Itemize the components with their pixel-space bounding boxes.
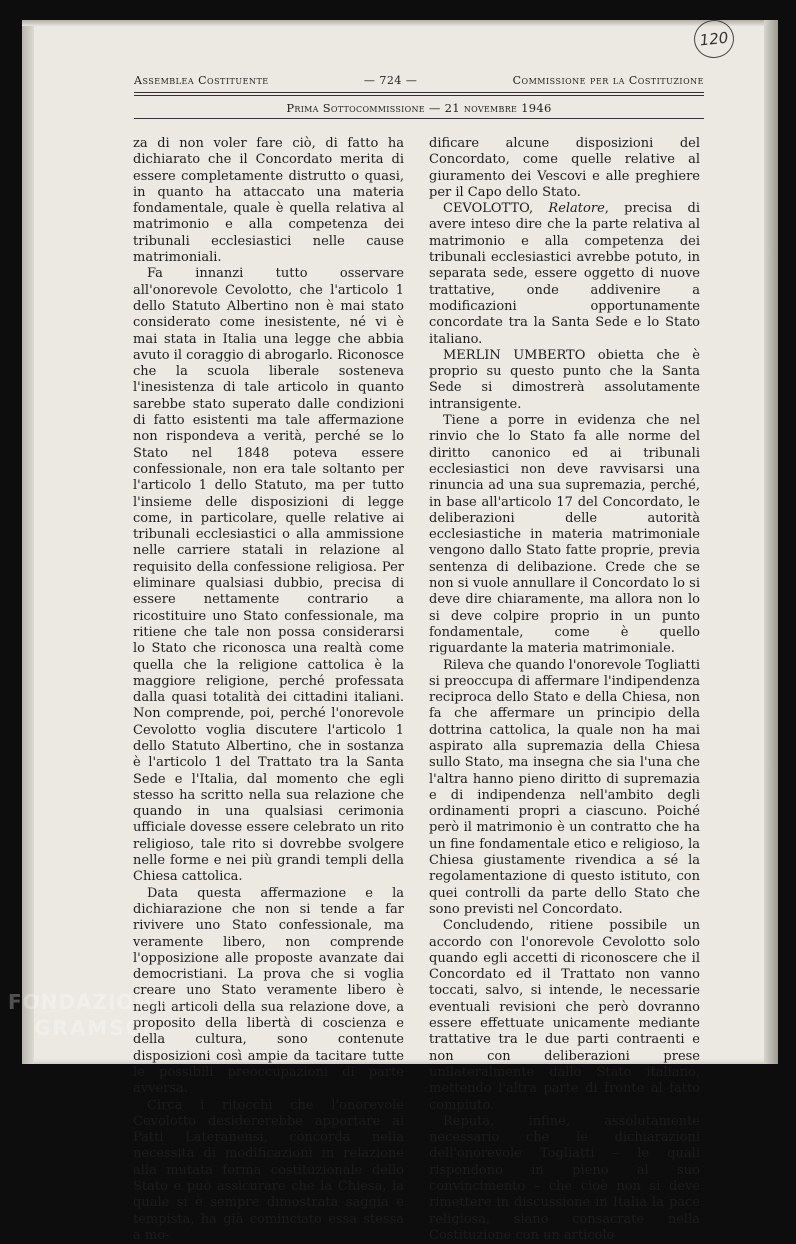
watermark-line-2: GRAMSCI [34, 1016, 152, 1040]
subheader-rule [134, 118, 704, 119]
paragraph: Reputa, infine, assolutamente necessario che le dichiarazioni dell'onorevole Togliatti – le quali rispondono in pieno al suo convincimento – che cioè non si deve rimettere in discussione in Italia la pace religiosa, siano consacrate nella Costituzione con un articolo [429, 1113, 700, 1243]
session-subheader: Prima Sottocommissione — 21 novembre 1946 [286, 101, 552, 115]
page-number: — 724 — [363, 74, 418, 87]
watermark-line-1: FONDAZIONE [8, 990, 167, 1014]
right-column [429, 136, 700, 1244]
page-edge-top [22, 20, 778, 26]
speaker-role: Relatore [548, 201, 605, 217]
paragraph: dificare alcune disposizioni del Concordato, come quelle relative al giuramento dei Vescovi e alle preghiere per il Capo dello Stato. [429, 136, 700, 200]
running-head-left: Assemblea Costituente [134, 74, 269, 87]
header-rule [134, 92, 704, 93]
paragraph: za di non voler fare ciò, di fatto ha dichiarato che il Concordato merita di essere completamente distrutto o quasi, in quanto ha attaccato una materia fondamentale, quale è quella relativa al matrimonio e alla competenza dei tribunali ecclesiastici nelle cause matrimoniali. [133, 136, 404, 266]
paragraph: Circa i ritocchi che l'onorevole Cevolotto desidererebbe apportare ai Patti Lateranensi, concorda nella necessità di modificazioni in relazione alla mutata forma costituzionale dello Stato e può assicurare che la Chiesa, la quale si è sempre dimostrata saggia e tempista, ha già cominciato essa stessa a mo- [133, 1097, 404, 1243]
paragraph: Data questa affermazione e la dichiarazione che non si tende a far rivivere uno Stato confessionale, ma veramente libero, non comprende l'opposizione alle proposte avanzate dai democristiani. La prova che si voglia creare uno Stato veramente libero è negli articoli della sua relazione dove, a proposito della libertà di coscienza e della cultura, sono contenute disposizioni così ampie da tacitare tutte le possibili preoccupazioni di parte avversa. [133, 885, 404, 1097]
paragraph [429, 201, 700, 348]
handwritten-folio-number: 120 [692, 18, 736, 60]
paragraph [429, 348, 700, 413]
paragraph: Rileva che quando l'onorevole Togliatti si preoccupa di affermare l'indipendenza reciproca dello Stato e della Chiesa, non fa che affermare un principio della dottrina cattolica, la quale non ha mai aspirato alla supremazia della Chiesa sullo Stato, ma insegna che sia l'una che l'altra hanno pieno diritto di supremazia e di indipendenza nell'ambito degli ordinamenti propri a ciascuno. Poiché però il matrimonio è un contratto che ha un fine fondamentale etico e religioso, la Chiesa giustamente rivendica a sé la regolamentazione di questo istituto, con quei controlli da parte dello Stato che sono previsti nel Concordato. [429, 657, 700, 917]
paragraph-text: obietta che è proprio su questo punto che la Santa Sede si dimostrerà assolutamente intransigente. [429, 347, 700, 412]
paragraph: Tiene a porre in evidenza che nel rinvio che lo Stato fa alle norme del diritto canonico ed ai tribunali ecclesiastici non deve ravvisarsi una rinuncia ad una sua supremazia, perché, in base all'articolo 17 del Concordato, le deliberazioni delle autorità ecclesiastiche in materia matrimoniale vengono dallo Stato fatte proprie, previa sentenza di delibazione. Crede che se non si vuole annullare il Concordato lo si deve dire chiaramente, ma allora non lo si deve colpire proprio in un punto fondamentale, come è quello riguardante la materia matrimoniale. [429, 413, 700, 657]
speaker-name: CEVOLOTTO, [443, 201, 534, 217]
paragraph-text: , precisa di avere inteso dire che la parte relativa al matrimonio e alla competenza dei tribunali ecclesiastici avrebbe potuto, in separata sede, essere oggetto di nuove trattative, onde addivenire a modificazioni opportunamente concordate tra la Santa Sede e lo Stato italiano. [429, 201, 700, 347]
paragraph: Concludendo, ritiene possibile un accordo con l'onorevole Cevolotto solo quando egli accetti di riconoscere che il Concordato ed il Trattato non vanno toccati, salvo, si intende, le necessarie eventuali revisioni che però dovranno essere effettuate unicamente mediante trattative tra le due parti contraenti e non con deliberazioni prese unilateralmente dallo Stato italiano, mettendo l'altra parte di fronte al fatto compiuto. [429, 918, 700, 1113]
page-edge-left [22, 20, 34, 1064]
watermark [8, 992, 167, 1038]
running-head-right: Commissione per la Costituzione [512, 74, 704, 87]
page-edge-right [764, 20, 778, 1064]
running-head [134, 74, 704, 87]
header-rule [134, 95, 704, 96]
paragraph: Fa innanzi tutto osservare all'onorevole Cevolotto, che l'articolo 1 dello Statuto Albertino non è mai stato considerato come inesistente, né vi è mai stata in Italia una legge che abbia avuto il coraggio di abrogarlo. Riconosce che la scuola liberale sosteneva l'inesistenza di tale articolo in quanto sarebbe stato superato dalle condizioni di fatto esistenti ma tale affermazione non rispondeva a verità, perché se lo Stato nel 1848 poteva essere confessionale, non era tale soltanto per l'articolo 1 dello Statuto, ma per tutto l'insieme delle disposizioni di legge come, in particolare, quelle relative ai tribunali ecclesiastici o alla ammissione nelle carriere statali in relazione al requisito della confessione religiosa. Per eliminare qualsiasi dubbio, precisa di essere nettamente contrario a ricostituire uno Stato confessionale, ma ritiene che tale non possa considerarsi lo Stato che riconosca una realtà come quella che la religione cattolica è la maggiore religione, perché professata dalla quasi totalità dei cittadini italiani. Non comprende, poi, perché l'onorevole Cevolotto voglia discutere l'articolo 1 dello Statuto Albertino, che in sostanza è l'articolo 1 del Trattato tra la Santa Sede e l'Italia, dal momento che egli stesso ha scritto nella sua relazione che quando in una qualsiasi cerimonia ufficiale dovesse essere celebrato un rito religioso, tale rito si dovrebbe svolgere nelle forme e nei più grandi templi della Chiesa cattolica. [133, 266, 404, 885]
left-column [133, 136, 404, 1244]
speaker-name: MERLIN UMBERTO [443, 347, 586, 363]
